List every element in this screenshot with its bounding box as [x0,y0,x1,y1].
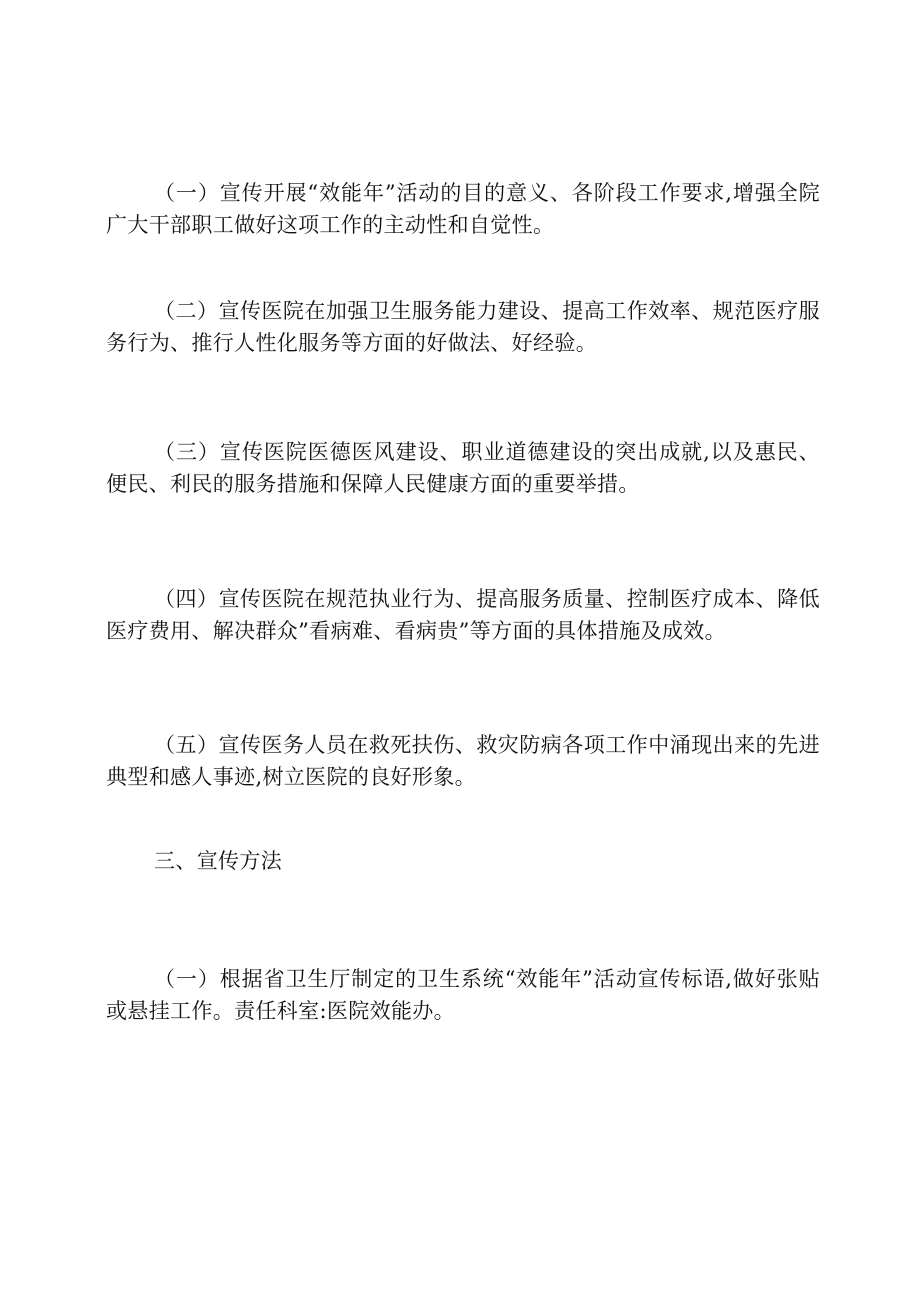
paragraph-4: （四）宣传医院在规范执业行为、提高服务质量、控制医疗成本、降低医疗费用、解决群众”看病难、看病贵”等方面的具体措施及成效。 [106,587,820,643]
method-paragraph-1: （一）根据省卫生厅制定的卫生系统“效能年”活动宣传标语,做好张贴或悬挂工作。责任科室:医院效能办。 [106,967,820,1023]
paragraph-2: （二）宣传医院在加强卫生服务能力建设、提高工作效率、规范医疗服务行为、推行人性化服务等方面的好做法、好经验。 [106,299,820,355]
paragraph-1: （一）宣传开展“效能年”活动的目的意义、各阶段工作要求,增强全院广大干部职工做好这项工作的主动性和自觉性。 [106,181,820,237]
section-heading: 三、宣传方法 [154,849,283,873]
paragraph-3: （三）宣传医院医德医风建设、职业道德建设的突出成就,以及惠民、便民、利民的服务措施和保障人民健康方面的重要举措。 [106,440,820,496]
paragraph-5: （五）宣传医务人员在救死扶伤、救灾防病各项工作中涌现出来的先进典型和感人事迹,树立医院的良好形象。 [106,733,820,789]
